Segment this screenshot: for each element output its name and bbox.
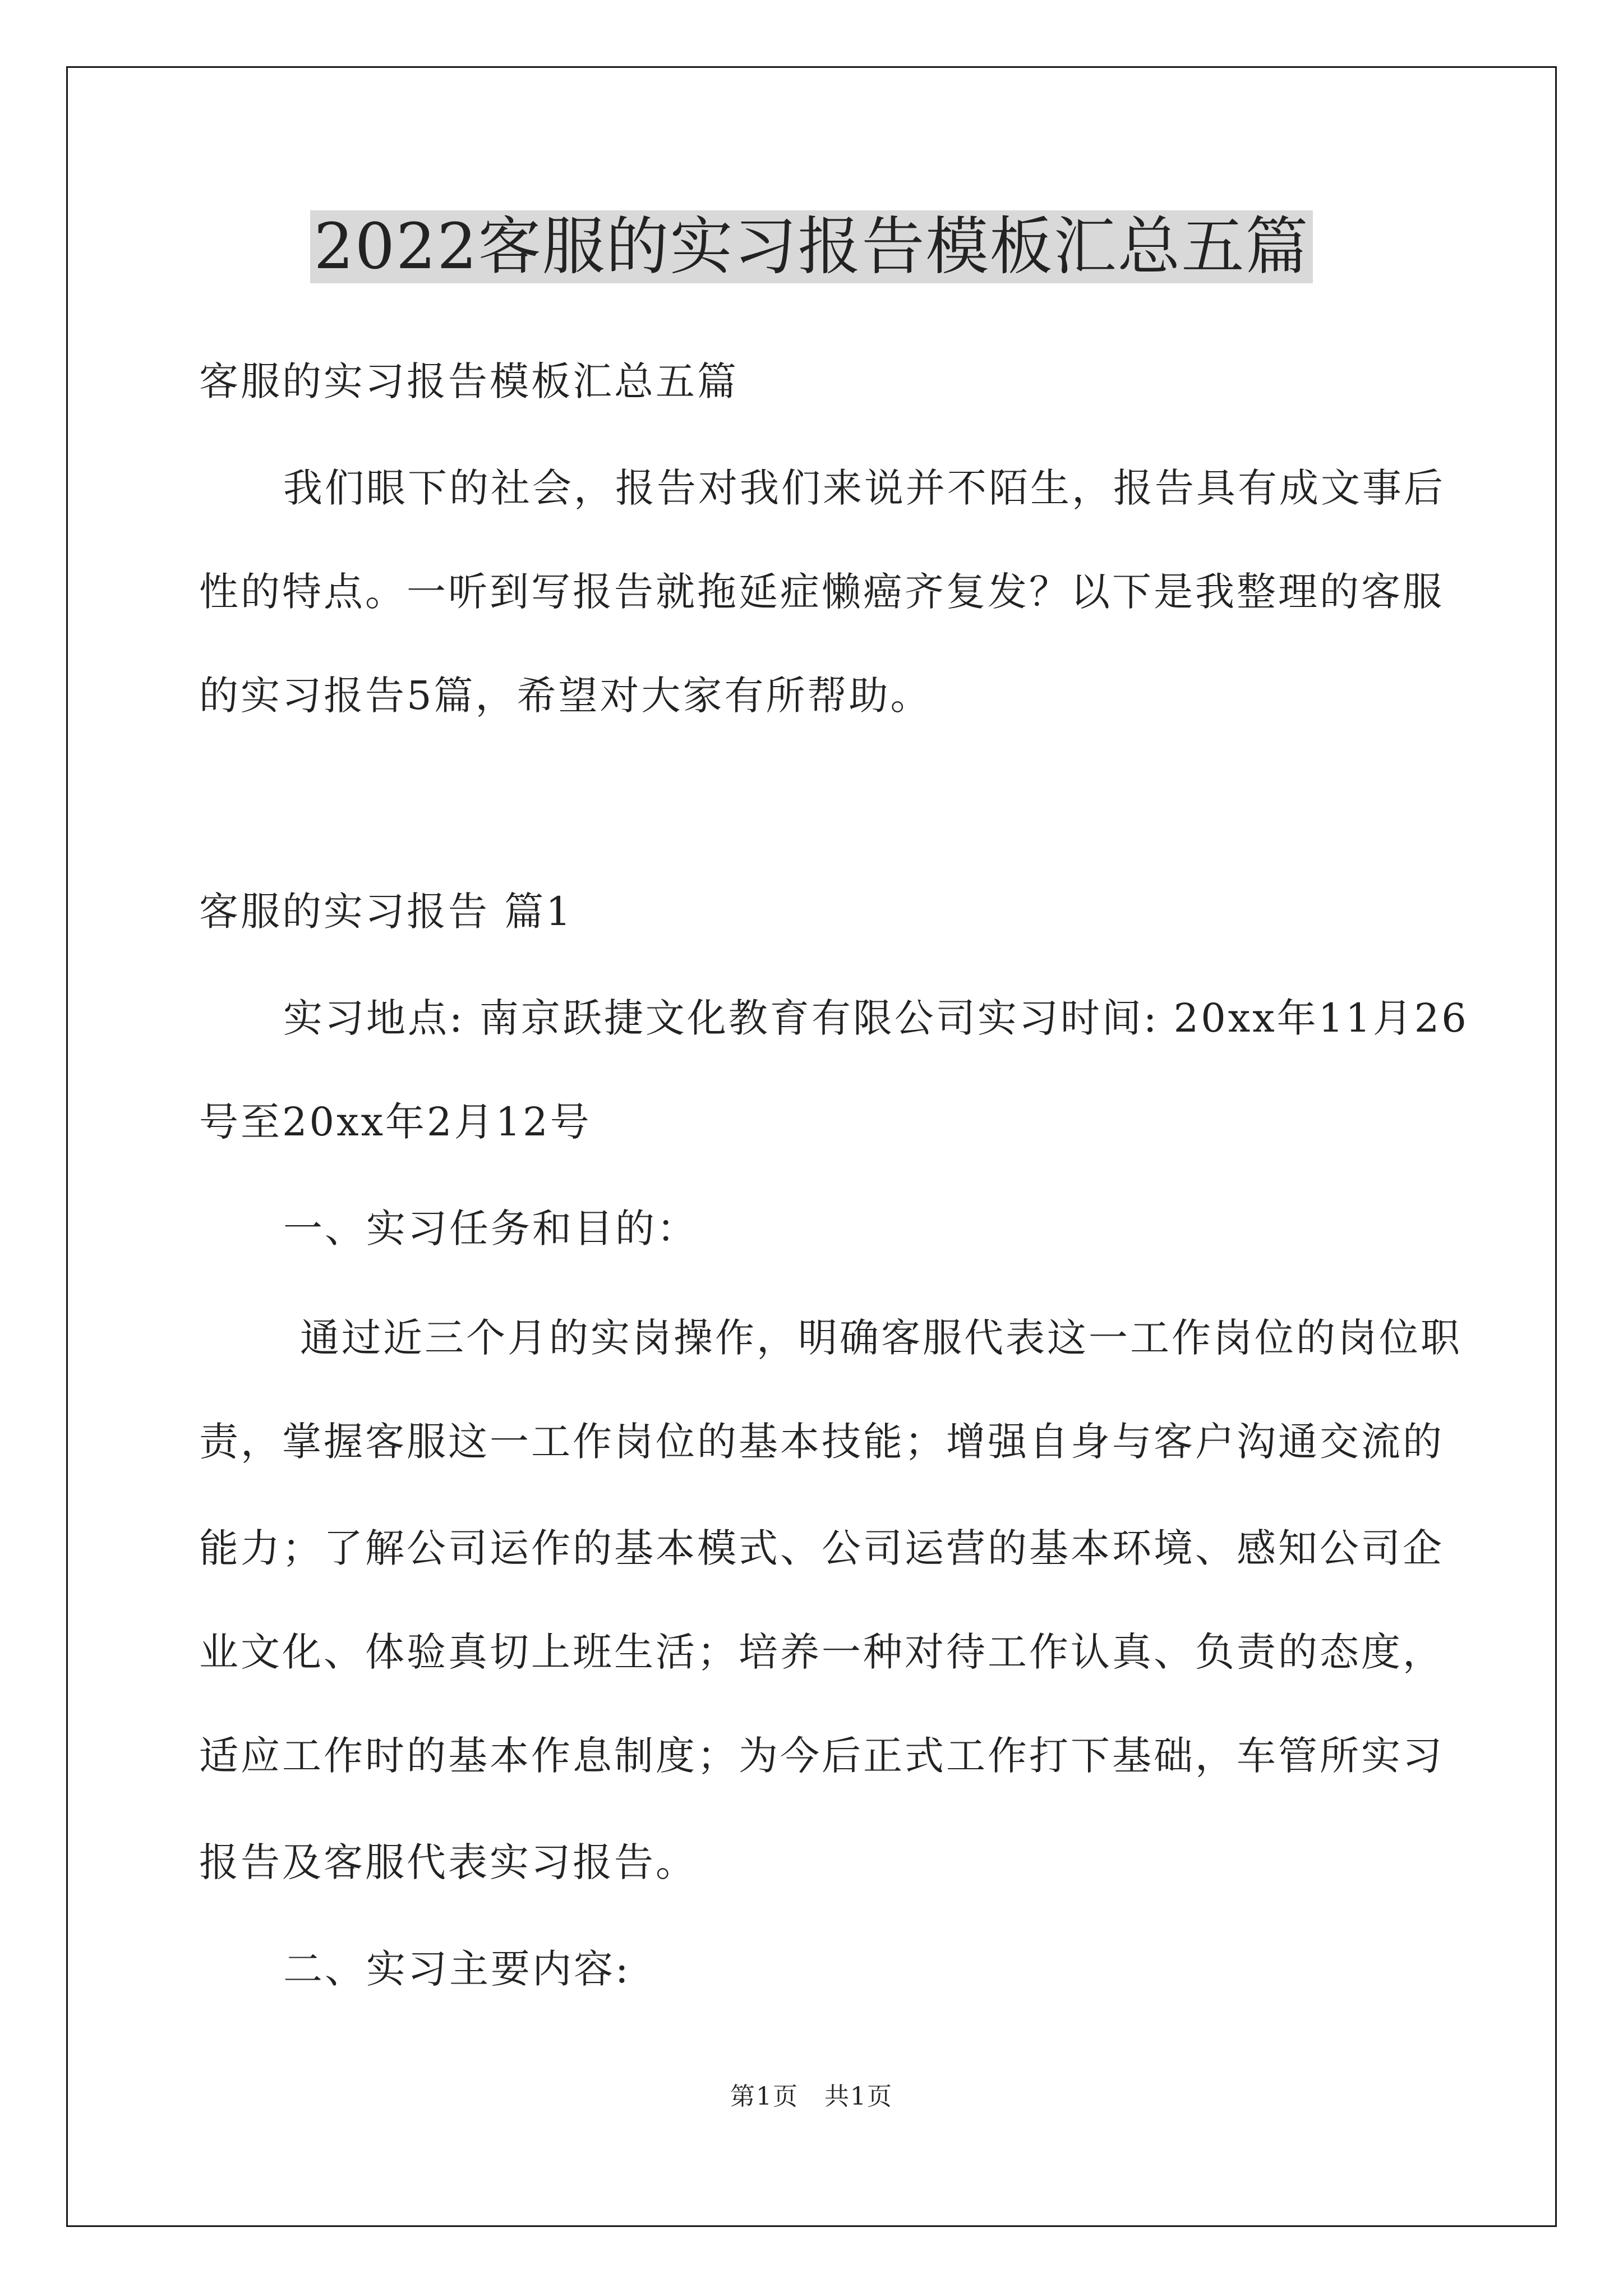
location-line-1: 实习地点: 南京跃捷文化教育有限公司实习时间: 20xx年11月26 [283, 995, 1469, 1041]
heading-two: 二、实习主要内容: [283, 1946, 631, 1992]
document-title-text: 2022客服的实习报告模板汇总五篇 [310, 210, 1312, 283]
purpose-line-6: 报告及客服代表实习报告。 [199, 1839, 697, 1885]
document-subtitle: 客服的实习报告模板汇总五篇 [199, 358, 739, 404]
intro-line-2: 性的特点。一听到写报告就拖延症懒癌齐复发？以下是我整理的客服 [199, 569, 1444, 615]
purpose-line-5: 适应工作时的基本作息制度；为今后正式工作打下基础，车管所实习 [199, 1733, 1444, 1779]
purpose-line-3: 能力；了解公司运作的基本模式、公司运营的基本环境、感知公司企 [199, 1525, 1444, 1571]
purpose-line-4: 业文化、体验真切上班生活；培养一种对待工作认真、负责的态度， [199, 1629, 1444, 1675]
intro-line-1: 我们眼下的社会，报告对我们来说并不陌生，报告具有成文事后 [283, 465, 1445, 511]
location-line-2: 号至20xx年2月12号 [199, 1099, 592, 1145]
intro-line-3: 的实习报告5篇，希望对大家有所帮助。 [199, 673, 932, 719]
document-title [0, 202, 1623, 292]
heading-one: 一、实习任务和目的： [283, 1205, 698, 1251]
section-heading: 客服的实习报告 篇1 [199, 889, 573, 935]
page-number: 第1页 共1页 [730, 2082, 893, 2111]
purpose-line-1: 通过近三个月的实岗操作，明确客服代表这一工作岗位的岗位职 [300, 1315, 1462, 1361]
purpose-line-2: 责，掌握客服这一工作岗位的基本技能；增强自身与客户沟通交流的 [199, 1419, 1444, 1465]
